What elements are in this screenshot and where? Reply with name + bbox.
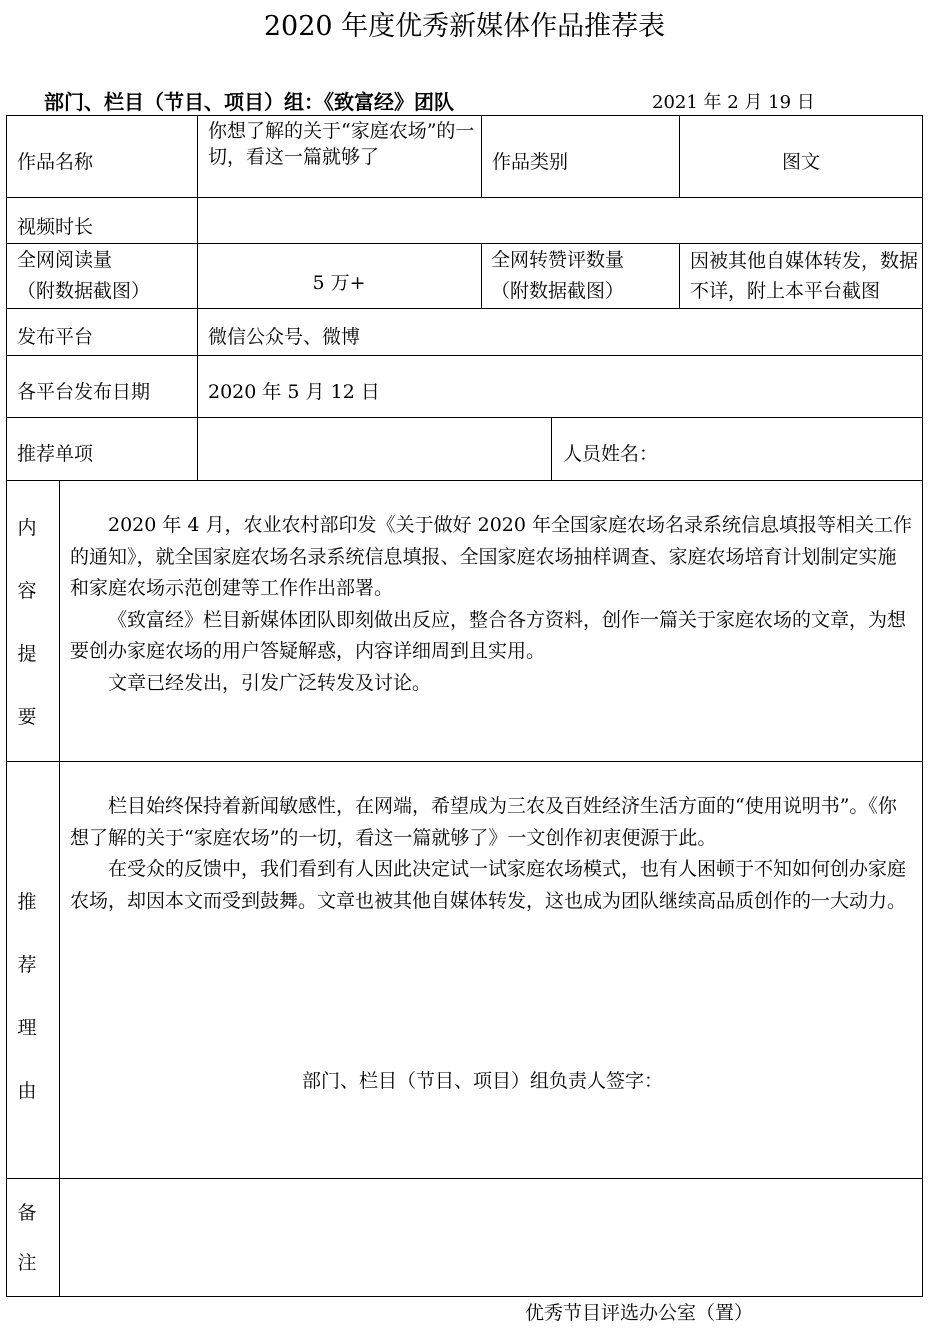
read-count-label: 全网阅读量: [17, 249, 113, 271]
remarks-label-char: 备: [17, 1202, 37, 1224]
reason-label-char: 荐: [17, 954, 37, 976]
column-divider: [481, 243, 482, 309]
row-divider: [6, 480, 923, 481]
row-divider: [6, 197, 923, 198]
content-summary-label-char: 提: [17, 643, 37, 665]
publish-date-label: 各平台发布日期: [17, 381, 151, 403]
signature-label: 部门、栏目（节目、项目）组负责人签字：: [302, 1070, 664, 1092]
row-divider: [6, 417, 923, 418]
publish-date-value: 2020 年 5 月 12 日: [208, 381, 380, 403]
row-divider: [6, 761, 923, 762]
content-summary-label-char: 要: [17, 706, 37, 728]
summary-paragraph: 《致富经》栏目新媒体团队即刻做出反应，整合各方资料，创作一篇关于家庭农场的文章，为想要创办家庭农场的用户答疑解惑，内容详细周到且实用。: [70, 608, 907, 662]
work-type-value: 图文: [781, 151, 820, 173]
platform-value: 微信公众号、微博: [208, 326, 361, 348]
read-count-note: （附数据截图）: [17, 280, 151, 302]
video-length-label: 视频时长: [17, 216, 94, 238]
reason-label-char: 由: [17, 1080, 37, 1102]
person-name-label: 人员姓名：: [563, 443, 659, 465]
summary-paragraph: 文章已经发出，引发广泛转发及讨论。: [108, 671, 432, 694]
reason-label-char: 理: [17, 1017, 37, 1039]
platform-label: 发布平台: [17, 326, 94, 348]
content-summary-label-char: 容: [17, 580, 37, 602]
row-divider: [6, 243, 923, 244]
reason-paragraph: 在受众的反馈中，我们看到有人因此决定试一试家庭农场模式，也有人困顿于不知如何创办家庭农场，却因本文而受到鼓舞。文章也被其他自媒体转发，这也成为团队继续高品质创作的一大动力。: [70, 858, 907, 912]
form-date: 2021 年 2 月 19 日: [652, 92, 815, 113]
reason-paragraph: 栏目始终保持着新闻敏感性，在网端，希望成为三农及百姓经济生活方面的“使用说明书”。《你想了解的关于“家庭农场”的一切，看这一篇就够了》一文创作初衷便源于此。: [70, 795, 897, 849]
content-summary-text: [70, 510, 913, 699]
read-count-value: 5 万+: [312, 272, 366, 294]
row-divider: [6, 355, 923, 356]
work-name-value: 你想了解的关于“家庭农场”的一切，看这一篇就够了: [208, 120, 475, 168]
remarks-label-char: 注: [17, 1252, 37, 1274]
engagement-label: 全网转赞评数量: [491, 249, 625, 271]
footer-office: 优秀节目评选办公室（置）: [525, 1302, 754, 1324]
reason-label-char: 推: [17, 891, 37, 913]
engagement-note: （附数据截图）: [491, 280, 625, 302]
column-divider: [551, 417, 552, 481]
work-type-label: 作品类别: [492, 151, 569, 173]
summary-paragraph: 2020 年 4 月，农业农村部印发《关于做好 2020 年全国家庭农场名录系统信息填报等相关工作的通知》，就全国家庭农场名录系统信息填报、全国家庭农场抽样调查、家庭农场培育计划制定实施和家庭农场示范创建等工作作出部署。: [70, 514, 912, 599]
page-title: 2020 年度优秀新媒体作品推荐表: [263, 11, 666, 42]
recommend-item-label: 推荐单项: [17, 443, 94, 465]
row-divider: [6, 1178, 923, 1179]
engagement-value: 因被其他自媒体转发，数据不详，附上本平台截图: [690, 250, 919, 302]
work-name-label: 作品名称: [17, 151, 94, 173]
column-divider: [59, 480, 60, 1297]
column-divider: [481, 115, 482, 198]
reason-text: [70, 791, 913, 917]
row-divider: [6, 308, 923, 309]
column-divider: [679, 243, 680, 309]
department-label: 部门、栏目（节目、项目）组：《致富经》团队: [44, 90, 454, 114]
content-summary-label-char: 内: [17, 517, 37, 539]
